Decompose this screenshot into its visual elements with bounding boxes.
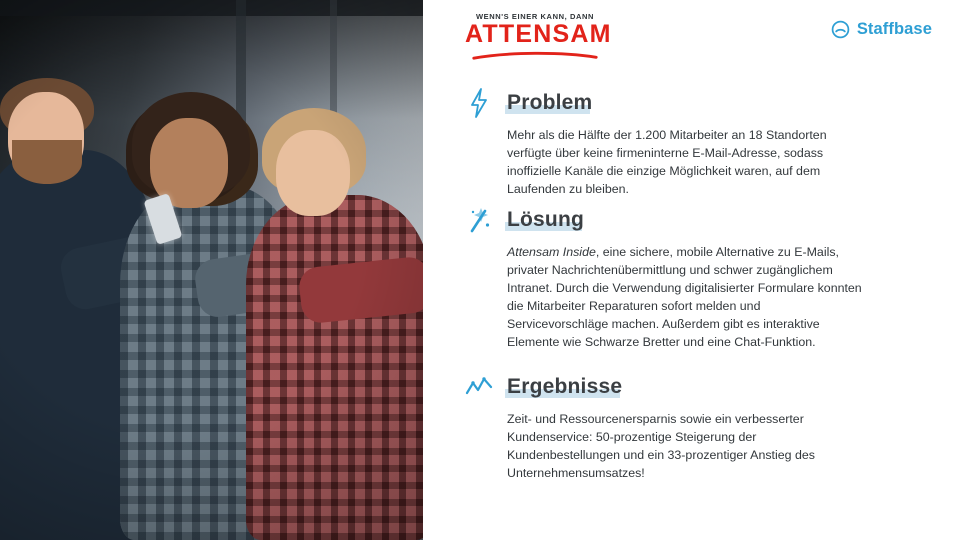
section-body: Mehr als die Hälfte der 1.200 Mitarbeiter an 18 Standorten verfügte über keine firmeninterne E-Mail-Adresse, sodass inoffizielle Kanäle die einzige Möglichkeit waren, auf dem Laufenden zu bleiben.	[507, 128, 827, 196]
ceiling-beam	[0, 0, 423, 16]
attensam-wordmark: ATTENSAM	[465, 20, 612, 48]
section-title-wrap	[507, 91, 592, 115]
attensam-swoosh-icon	[472, 51, 598, 60]
lightning-bolt-icon	[465, 87, 493, 119]
section-problem	[465, 86, 935, 199]
attensam-logo	[465, 12, 612, 65]
staffbase-wordmark: Staffbase	[856, 20, 932, 38]
staffbase-logo	[831, 20, 932, 39]
section-ergebnisse	[465, 370, 935, 483]
attensam-tagline: WENN'S EINER KANN, DANN	[475, 12, 595, 21]
section-title-wrap	[507, 375, 622, 399]
section-body: Zeit- und Ressourcenersparnis sowie ein verbesserter Kundenservice: 50-prozentige Steigerung der Kundenbestellungen und ein 33-prozentiger Anstieg des Unternehmensumsatzes!	[507, 412, 815, 480]
section-title-wrap	[507, 208, 584, 232]
figure-right-head	[276, 130, 350, 216]
section-loesung	[465, 203, 935, 352]
content-panel	[423, 0, 960, 540]
hero-photo	[0, 0, 423, 540]
product-name: Attensam Inside	[507, 245, 596, 259]
section-title: Lösung	[507, 208, 585, 231]
line-chart-icon	[465, 371, 493, 403]
section-header	[465, 370, 935, 404]
staffbase-circle-icon	[831, 20, 850, 39]
section-body	[507, 244, 862, 352]
section-title: Ergebnisse	[507, 375, 623, 398]
magic-wand-icon	[465, 204, 493, 236]
section-title: Problem	[507, 91, 593, 114]
section-body-text: , eine sichere, mobile Alternative zu E-Mails, privater Nachrichtenübermittlung und schwer zugänglichem Intranet. Durch die Verwendung digitalisierter Formulare konnten die Mitarbeiter Reparaturen sofort melden und Servicevorschläge machen. Außerdem gibt es interaktive Elemente wie Schwarze Bretter und eine Chat-Funktion.	[507, 245, 862, 349]
section-header	[465, 86, 935, 120]
section-header	[465, 203, 935, 237]
figure-right-shirt	[246, 195, 423, 540]
figure-left-beard	[12, 140, 82, 184]
